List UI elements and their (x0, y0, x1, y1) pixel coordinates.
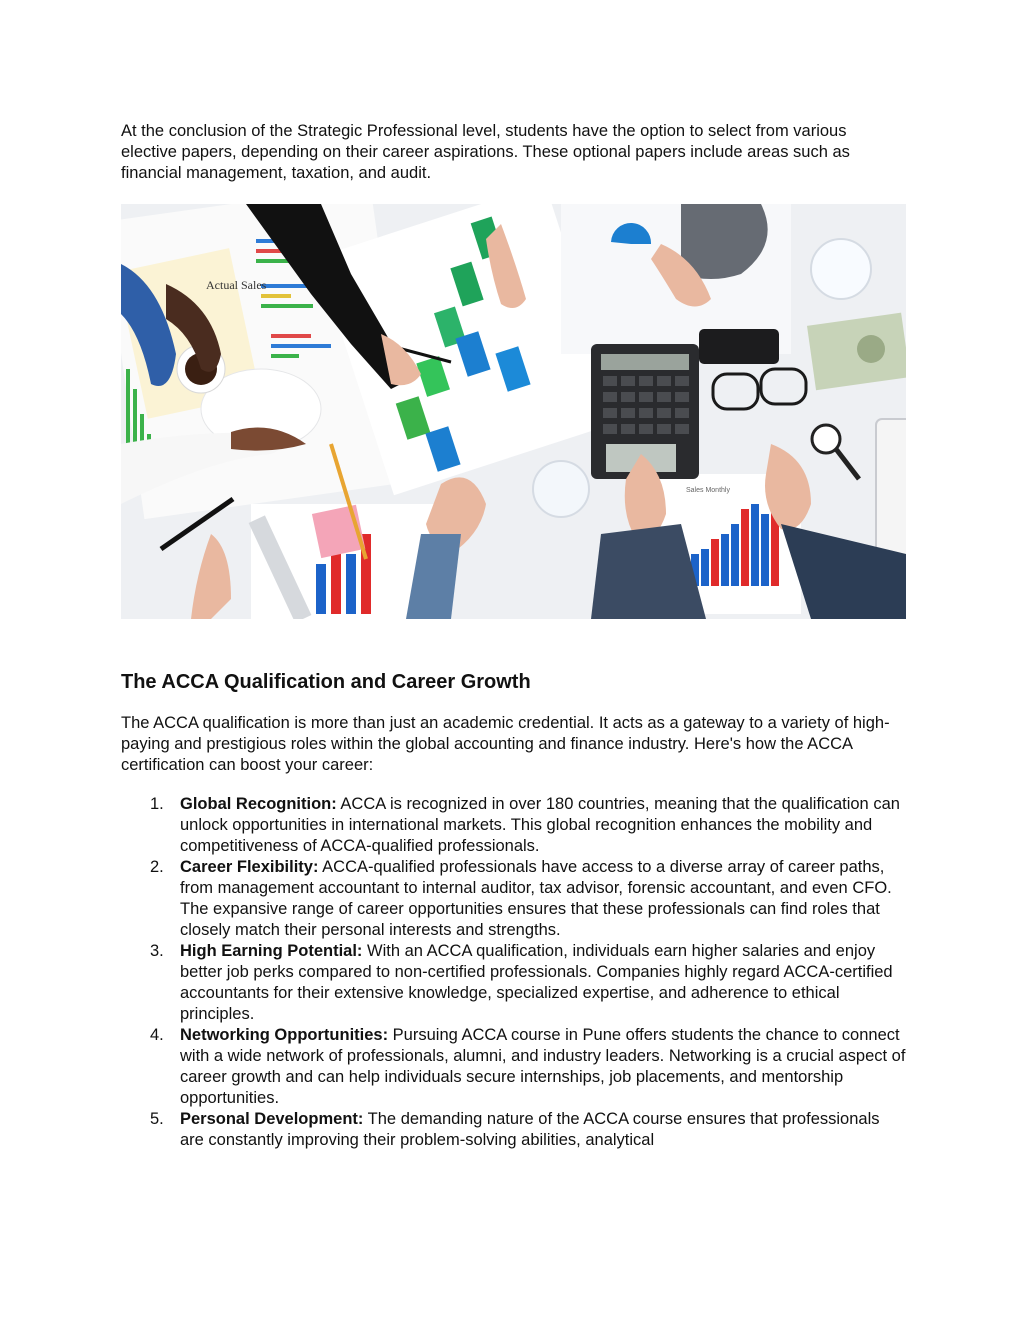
list-item-number: 3. (150, 942, 164, 960)
list-item (121, 857, 906, 941)
list-item-title: Personal Development: (180, 1110, 364, 1128)
list-item-number: 5. (150, 1110, 164, 1128)
business-meeting-photo (121, 204, 906, 619)
list-item-title: Global Recognition: (180, 795, 337, 813)
body-paragraph: The ACCA qualification is more than just an academic credential. It acts as a gateway to a variety of high-paying and prestigious roles within the global accounting and finance industry. Here's how the ACCA certification can boost your career: (121, 714, 890, 774)
sales-monthly-caption: Sales Monthly (686, 487, 730, 494)
list-item-title: Networking Opportunities: (180, 1026, 389, 1044)
list-item-number: 4. (150, 1026, 164, 1044)
smartphone (699, 329, 779, 364)
list-item-title: High Earning Potential: (180, 942, 363, 960)
list-item-text: ACCA-qualified professionals have access to a diverse array of career paths, from management accountant to internal auditor, tax advisor, forensic accountant, and even CFO. The expansive range of career opportunities ensures that these professionals can find roles that closely match their personal interests and strengths. (180, 858, 892, 939)
magnifying-glass (812, 425, 840, 453)
list-item-text: Pursuing ACCA course in Pune offers students the chance to connect with a wide network of professionals, alumni, and industry leaders. Networking is a crucial aspect of career growth and can help individuals secure internships, job placements, and mentorship opportunities. (180, 1026, 906, 1107)
dollar-bills (807, 313, 906, 391)
water-glass (811, 239, 871, 299)
list-item-number: 1. (150, 795, 164, 813)
list-item (121, 1109, 906, 1151)
tablet (876, 419, 906, 559)
handwriting-notes: Actual Sales (206, 278, 267, 292)
document-page (121, 121, 906, 1151)
list-item (121, 794, 906, 857)
list-item (121, 1025, 906, 1109)
list-item (121, 941, 906, 1025)
photo-illustration (121, 204, 906, 619)
intro-paragraph: At the conclusion of the Strategic Professional level, students have the option to select from various elective papers, depending on their career aspirations. These optional papers include areas such as financial management, taxation, and audit. (121, 122, 850, 182)
list-item-text: With an ACCA qualification, individuals earn higher salaries and enjoy better job perks compared to non-certified professionals. Companies highly regard ACCA-certified accountants for their extensive knowledge, specialized expertise, and adherence to ethical principles. (180, 942, 893, 1023)
list-item-number: 2. (150, 858, 164, 876)
list-item-title: Career Flexibility: (180, 858, 319, 876)
benefits-list (121, 794, 906, 1151)
section-heading: The ACCA Qualification and Career Growth (121, 671, 531, 693)
glass-bottom (533, 461, 589, 517)
list-item-text: ACCA is recognized in over 180 countries, meaning that the qualification can unlock opportunities in international markets. This global recognition enhances the mobility and competitiveness of ACCA-qualified professionals. (180, 795, 900, 855)
list-item-text: The demanding nature of the ACCA course ensures that professionals are constantly improving their problem-solving abilities, analytical (180, 1110, 880, 1149)
